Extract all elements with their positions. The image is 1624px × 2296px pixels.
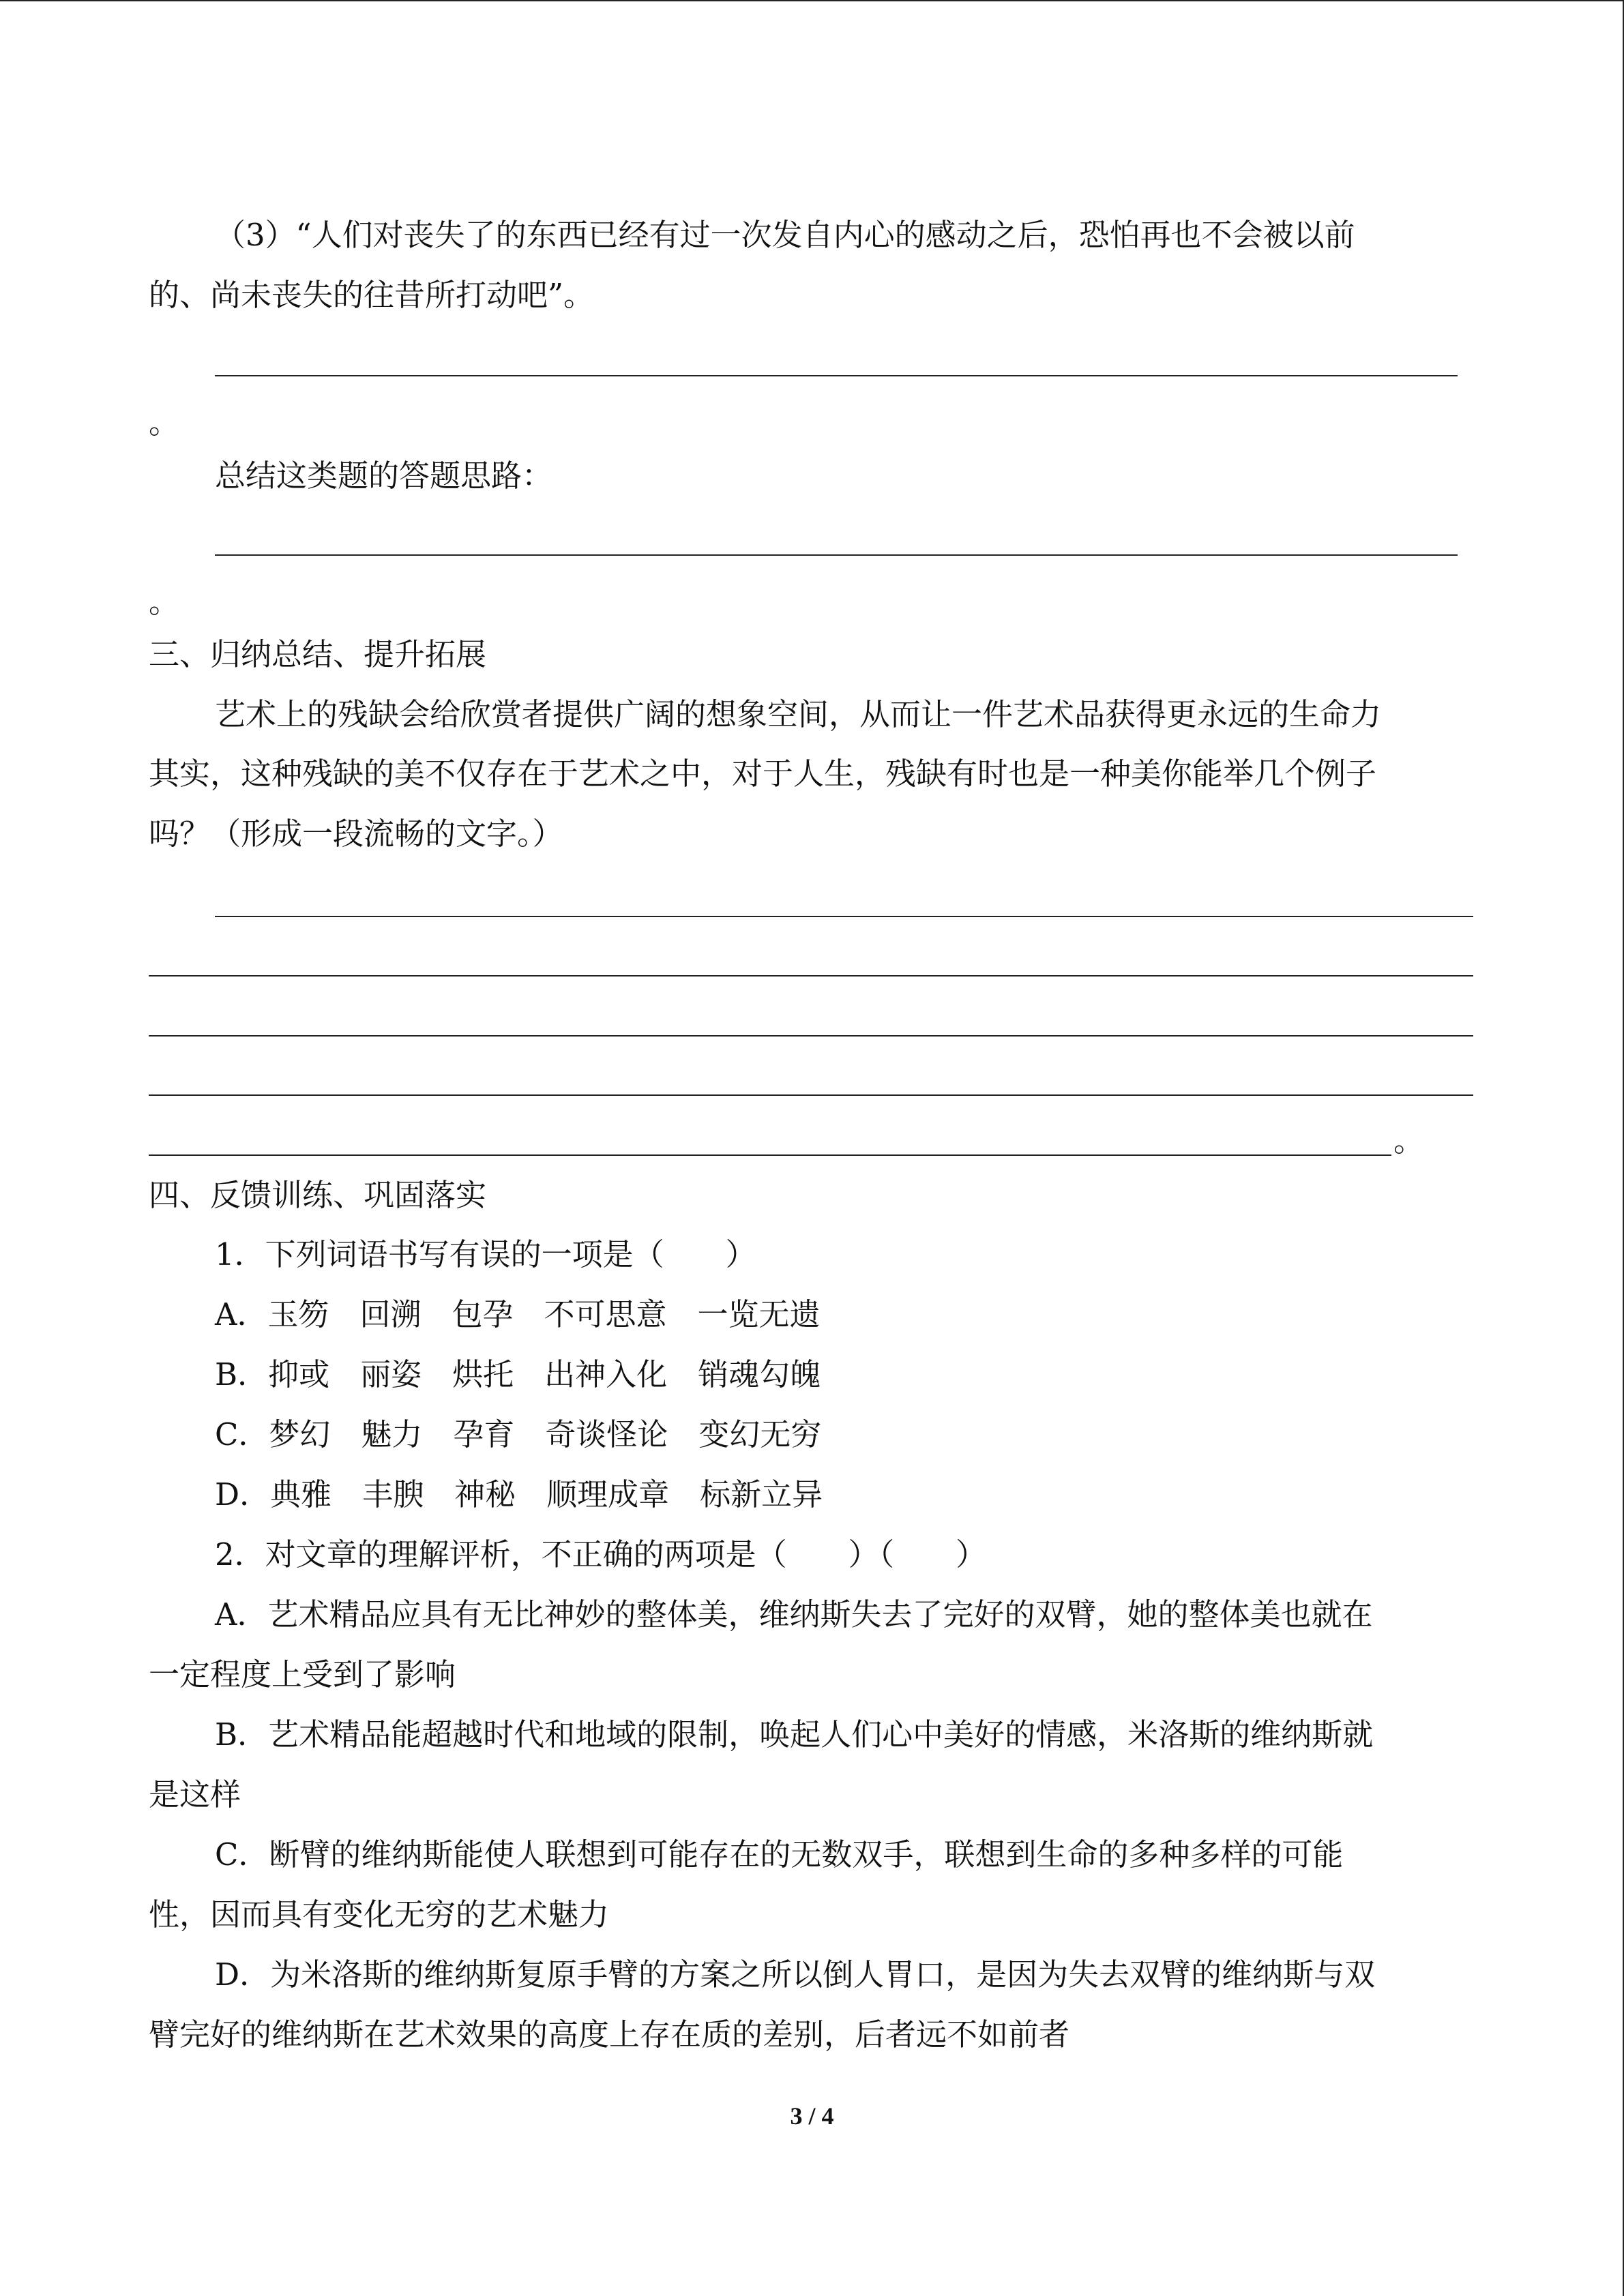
q2-stem: 2．对文章的理解评析，不正确的两项是（ ）（ ） [215, 1536, 987, 1572]
section-3-heading: 三、归纳总结、提升拓展 [149, 636, 487, 672]
q1-option-d[interactable]: D．典雅 丰腴 神秘 顺理成章 标新立异 [215, 1476, 823, 1512]
section-3-answer-line-1[interactable] [215, 916, 1473, 917]
summary-answer-line[interactable] [215, 554, 1458, 556]
page-number: 3 / 4 [790, 2102, 834, 2130]
page-top-border [0, 0, 1624, 1]
section-3-line-2: 其实，这种残缺的美不仅存在于艺术之中，对于人生，残缺有时也是一种美你能举几个例子 [149, 756, 1377, 792]
q1-option-a[interactable]: A．玉笏 回溯 包孕 不可思意 一览无遗 [215, 1296, 821, 1332]
section-3-answer-line-5[interactable] [149, 1154, 1391, 1156]
section-4-heading: 四、反馈训练、巩固落实 [149, 1177, 487, 1213]
q3-end-mark: 。 [149, 404, 180, 441]
q1-option-b[interactable]: B．抑或 丽姿 烘托 出神入化 销魂勾魄 [215, 1356, 821, 1392]
q2-option-d-line-2[interactable]: 臂完好的维纳斯在艺术效果的高度上存在质的差别，后者远不如前者 [149, 2016, 1070, 2053]
q3-answer-line[interactable] [215, 375, 1458, 376]
summary-end-mark: 。 [149, 584, 180, 620]
q1-stem: 1．下列词语书写有误的一项是（ ） [215, 1236, 756, 1272]
q2-option-b-line-1[interactable]: B．艺术精品能超越时代和地域的限制，唤起人们心中美好的情感，米洛斯的维纳斯就 [215, 1716, 1374, 1753]
q2-option-a-line-1[interactable]: A．艺术精品应具有无比神妙的整体美，维纳斯失去了完好的双臂，她的整体美也就在 [215, 1596, 1373, 1632]
section-3-line-3: 吗？（形成一段流畅的文字。） [149, 816, 563, 852]
q2-option-c-line-1[interactable]: C．断臂的维纳斯能使人联想到可能存在的无数双手，联想到生命的多种多样的可能 [215, 1836, 1344, 1873]
section-3-end-mark: 。 [1393, 1122, 1425, 1159]
section-3-answer-line-4[interactable] [149, 1094, 1473, 1096]
summary-label: 总结这类题的答题思路： [215, 458, 553, 494]
q3-line-2: 的、尚未丧失的往昔所打动吧”。 [149, 277, 595, 313]
section-3-line-1: 艺术上的残缺会给欣赏者提供广阔的想象空间，从而让一件艺术品获得更永远的生命力 [215, 696, 1382, 732]
q2-option-c-line-2[interactable]: 性，因而具有变化无穷的艺术魅力 [149, 1896, 610, 1933]
section-3-answer-line-2[interactable] [149, 975, 1473, 976]
q3-line-1: （3）“人们对丧失了的东西已经有过一次发自内心的感动之后，恐怕再也不会被以前 [215, 217, 1355, 253]
q2-option-a-line-2[interactable]: 一定程度上受到了影响 [149, 1656, 456, 1693]
q2-option-d-line-1[interactable]: D．为米洛斯的维纳斯复原手臂的方案之所以倒人胃口，是因为失去双臂的维纳斯与双 [215, 1956, 1376, 1993]
q2-option-b-line-2[interactable]: 是这样 [149, 1776, 241, 1813]
q1-option-c[interactable]: C．梦幻 魅力 孕育 奇谈怪论 变幻无穷 [215, 1416, 822, 1452]
section-3-answer-line-3[interactable] [149, 1035, 1473, 1037]
